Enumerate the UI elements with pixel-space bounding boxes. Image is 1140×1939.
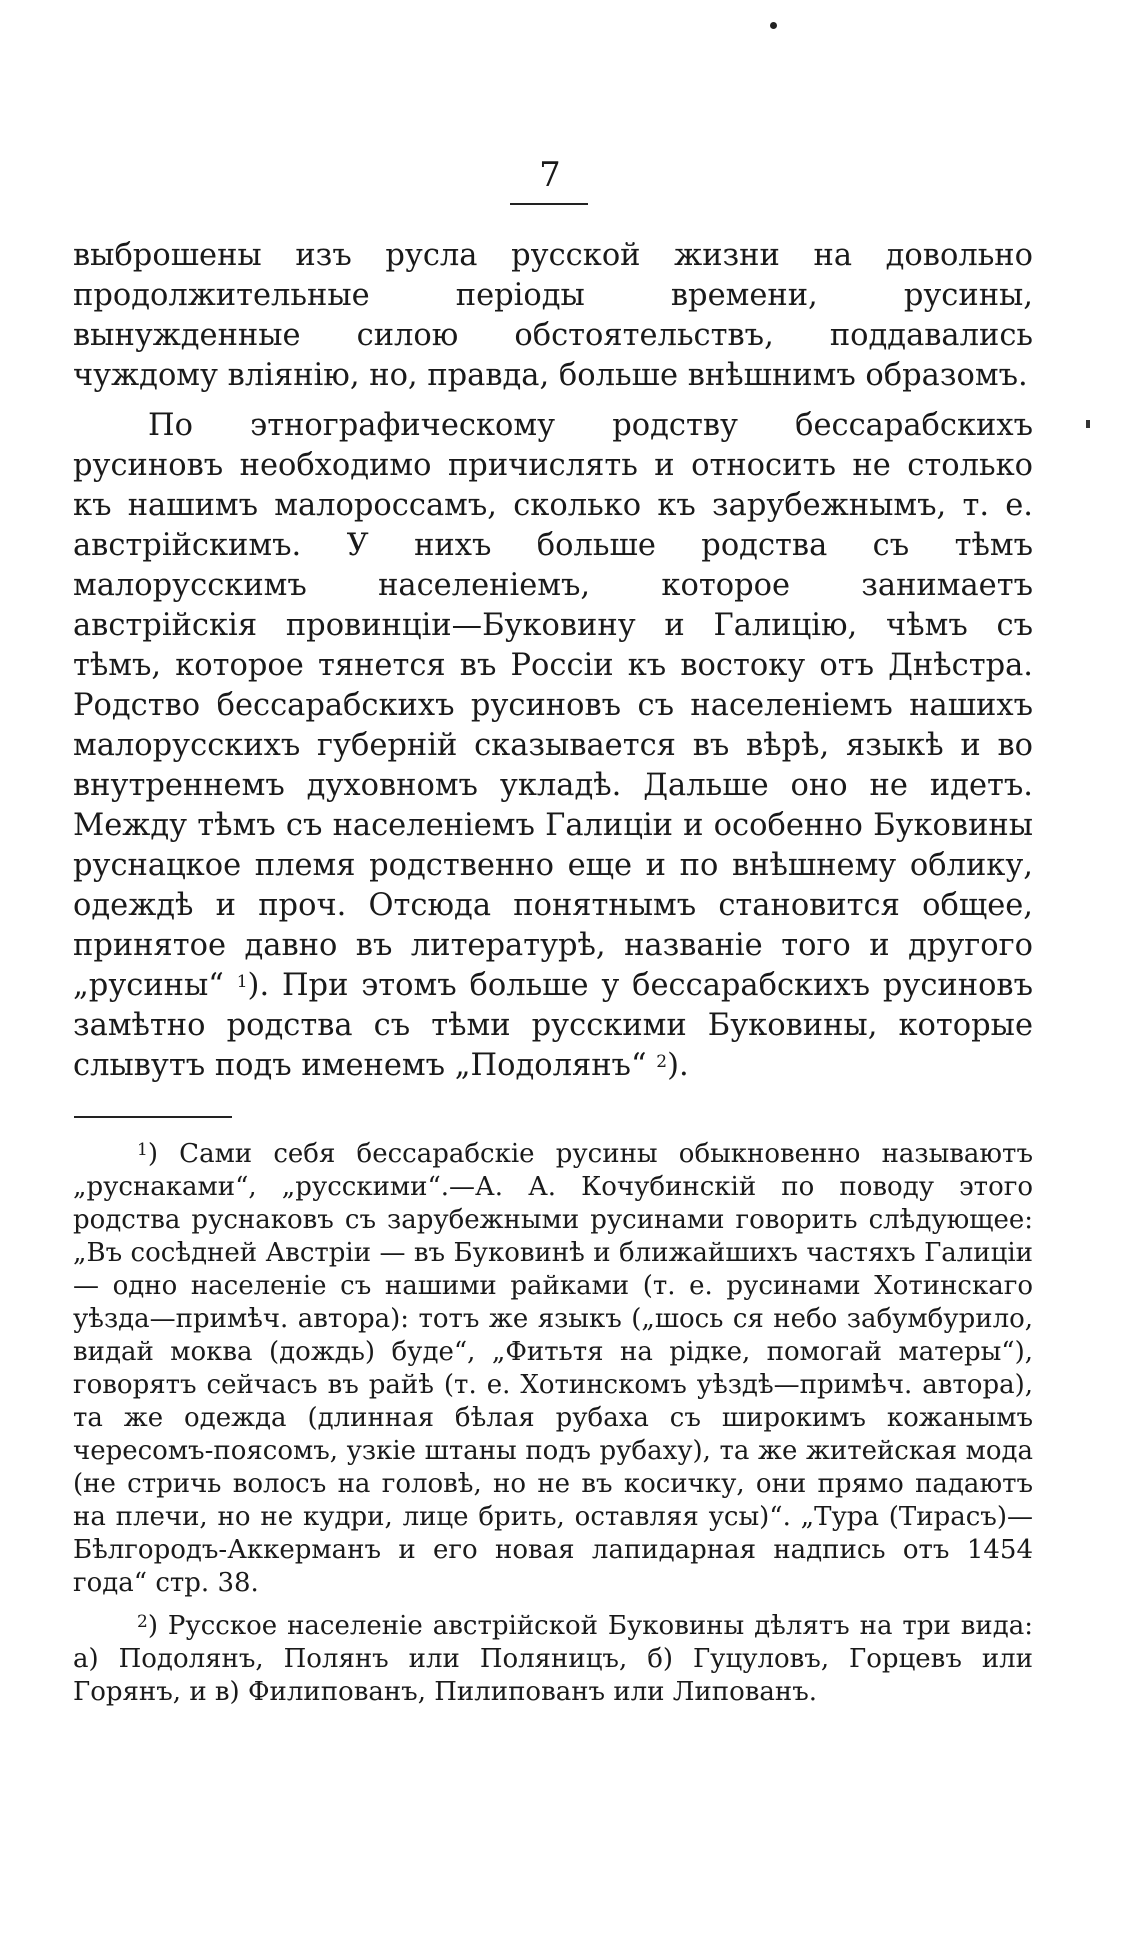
print-speck [770,22,777,29]
print-speck [1086,420,1090,428]
footnote [73,1138,1033,1600]
text-run: По этнографическому родству бессарабскихъ русиновъ необходимо причислять и относить не столько къ нашимъ малороссамъ, сколько къ зарубежнымъ, т. е. австрійскимъ. У нихъ больше родства съ тѣмъ малорусскимъ населеніемъ, которое занимаетъ австрійскія провинціи—Буковину и Галицію, чѣмъ съ тѣмъ, которое тянется въ Россіи къ востоку отъ Днѣстра. Родство бессарабскихъ русиновъ съ населеніемъ нашихъ малорусскихъ губерній сказывается въ вѣрѣ, языкѣ и во внутреннемъ духовномъ укладѣ. Дальше оно не идетъ. Между тѣмъ съ населеніемъ Галиціи и особенно Буковины руснацкое племя родственно еще и по внѣшнему облику, одеждѣ и проч. Отсюда понятнымъ становится общее, принятое давно въ литературѣ, названіе того и другого „русины“ [73,408,1033,1003]
footnote [73,1610,1033,1709]
paragraph: выброшены изъ русла русской жизни на довольно продолжительные періоды времени, русины, вынужденные силою обстоятельствъ, поддавались чуждому вліянію, но, правда, больше внѣшнимъ образомъ. [73,238,1033,393]
footnote-marker: 2 [137,1612,148,1632]
footnote-ref: 2 [656,1052,668,1072]
text-run: . При этомъ больше у бессарабскихъ русиновъ замѣтно родства съ тѣми русскими Буковины, которые слывутъ подъ именемъ „Подолянъ“ [73,968,1034,1083]
footnote-marker: 1 [137,1140,148,1160]
footnotes [73,1138,1033,1709]
paragraph: По этнографическому родству бессарабскихъ русиновъ необходимо причислять и относить не столько къ нашимъ малороссамъ, сколько къ зарубежнымъ, т. е. австрійскимъ. У нихъ больше родства съ тѣмъ малорусскимъ населеніемъ, которое занимаетъ австрійскія провинціи—Буковину и Галицію, чѣмъ съ тѣмъ, которое тянется въ Россіи къ востоку отъ Днѣстра. Родство бессарабскихъ русиновъ съ населеніемъ нашихъ малорусскихъ губерній сказывается въ вѣрѣ, языкѣ и во внутреннемъ духовномъ укладѣ. Дальше оно не идетъ. Между тѣмъ съ населеніемъ Галиціи и особенно Буковины руснацкое племя родственно еще и по внѣшнему облику, одеждѣ и проч. Отсюда понятнымъ становится общее, принятое давно въ литературѣ, названіе того и другого „русины“ $^1$). При этомъ больше у бессарабскихъ русиновъ замѣтно родства съ тѣми русскими Буковины, которые слывутъ подъ именемъ „Подолянъ“ $^2$). [73,408,1034,1083]
page-number: 7 [539,155,561,195]
main-text [73,236,1033,1086]
footnote-separator [74,1116,232,1118]
footnote-ref: 1 [236,972,248,992]
footnote-text: ) Русское населеніе австрійской Буковины дѣлятъ на три вида: а) Подолянъ, Полянъ или Поляницъ, б) Гуцуловъ, Горцевъ или Горянъ, и в) Филипованъ, Пилипованъ или Липованъ. [73,1611,1033,1707]
footnote-text: ) Сами себя бессарабскіе русины обыкновенно называютъ „руснаками“, „русскими“.—А. А. Кочубинскій по поводу этого родства руснаковъ съ зарубежными русинами говорить слѣдующее: „Въ сосѣдней Австріи — въ Буковинѣ и ближайшихъ частяхъ Галиціи — одно населеніе съ нашими райками (т. е. русинами Хотинскаго уѣзда—примѣч. автора): тотъ же языкъ („шось ся небо забумбурило, видай моква (дождь) буде“, „Фитьтя на рідке, помогай матеры“), говорятъ сейчасъ въ райѣ (т. е. Хотинскомъ уѣздѣ—примѣч. автора), та же одежда (длинная бѣлая рубаха съ широкимъ кожанымъ чересомъ-поясомъ, узкіе штаны подъ рубаху), та же житейская мода (не стричь волосъ на головѣ, но не въ косичку, они прямо падаютъ на плечи, но не кудри, лице брить, оставляя усы)“. „Тура (Тирасъ)— Бѣлгородъ-Аккерманъ и его новая лапидарная надпись отъ 1454 года“ стр. 38. [73,1139,1033,1598]
page-number-underline [510,203,588,205]
text-run: . [678,1048,689,1083]
